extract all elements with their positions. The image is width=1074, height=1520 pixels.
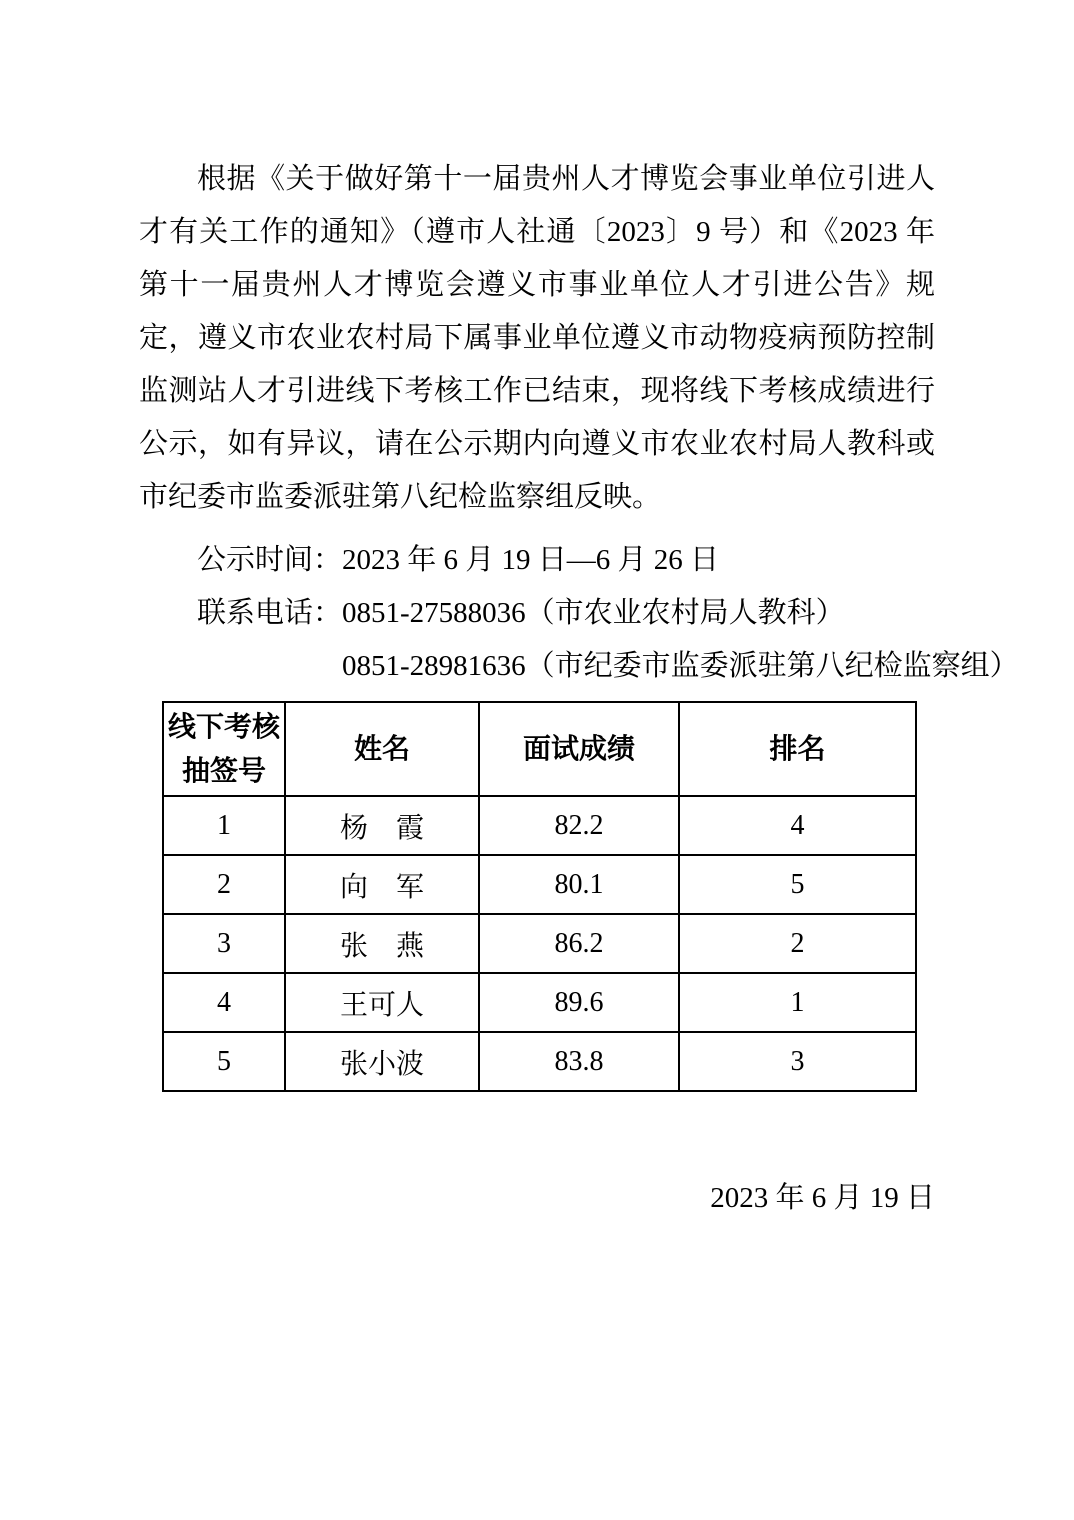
contact-line-2: 0851-28981636（市纪委市监委派驻第八纪检监察组） [342,650,1019,682]
cell-rank: 1 [679,973,916,1032]
score-table [162,701,917,1092]
table-row [163,855,916,914]
cell-rank: 5 [679,855,916,914]
sign-date: 2023 年 6 月 19 日 [710,1182,935,1214]
contact-line-1: 联系电话：0851-27588036（市农业农村局人教科） [197,597,845,629]
cell-name: 张 燕 [285,914,479,973]
cell-interview-score: 80.1 [479,855,679,914]
cell-name: 杨 霞 [285,796,479,855]
cell-draw-number: 4 [163,973,285,1032]
col-header-draw-number: 线下考核抽签号 [163,702,285,796]
cell-draw-number: 3 [163,914,285,973]
table-row [163,796,916,855]
public-period-line: 公示时间：2023 年 6 月 19 日—6 月 26 日 [197,544,720,576]
table-header-row [163,702,916,796]
cell-interview-score: 89.6 [479,973,679,1032]
cell-rank: 2 [679,914,916,973]
cell-rank: 4 [679,796,916,855]
cell-name: 向 军 [285,855,479,914]
table-row [163,1032,916,1091]
cell-draw-number: 1 [163,796,285,855]
notice-paragraph: 根据《关于做好第十一届贵州人才博览会事业单位引进人才有关工作的通知》（遵市人社通〔2023〕9 号）和《2023 年第十一届贵州人才博览会遵义市事业单位人才引进公告》规定，遵义市农业农村局下属事业单位遵义市动物疫病预防控制监测站人才引进线下考核工作已结束，现将线下考核成绩进行公示，如有异议，请在公示期内向遵义市农业农村局人教科或市纪委市监委派驻第八纪检监察组反映。 [139,163,935,513]
cell-rank: 3 [679,1032,916,1091]
table-row [163,973,916,1032]
cell-interview-score: 86.2 [479,914,679,973]
col-header-rank: 排名 [679,702,916,796]
table-row [163,914,916,973]
col-header-interview-score: 面试成绩 [479,702,679,796]
cell-draw-number: 5 [163,1032,285,1091]
cell-interview-score: 82.2 [479,796,679,855]
cell-name: 张小波 [285,1032,479,1091]
col-header-name: 姓名 [285,702,479,796]
cell-draw-number: 2 [163,855,285,914]
cell-name: 王可人 [285,973,479,1032]
cell-interview-score: 83.8 [479,1032,679,1091]
